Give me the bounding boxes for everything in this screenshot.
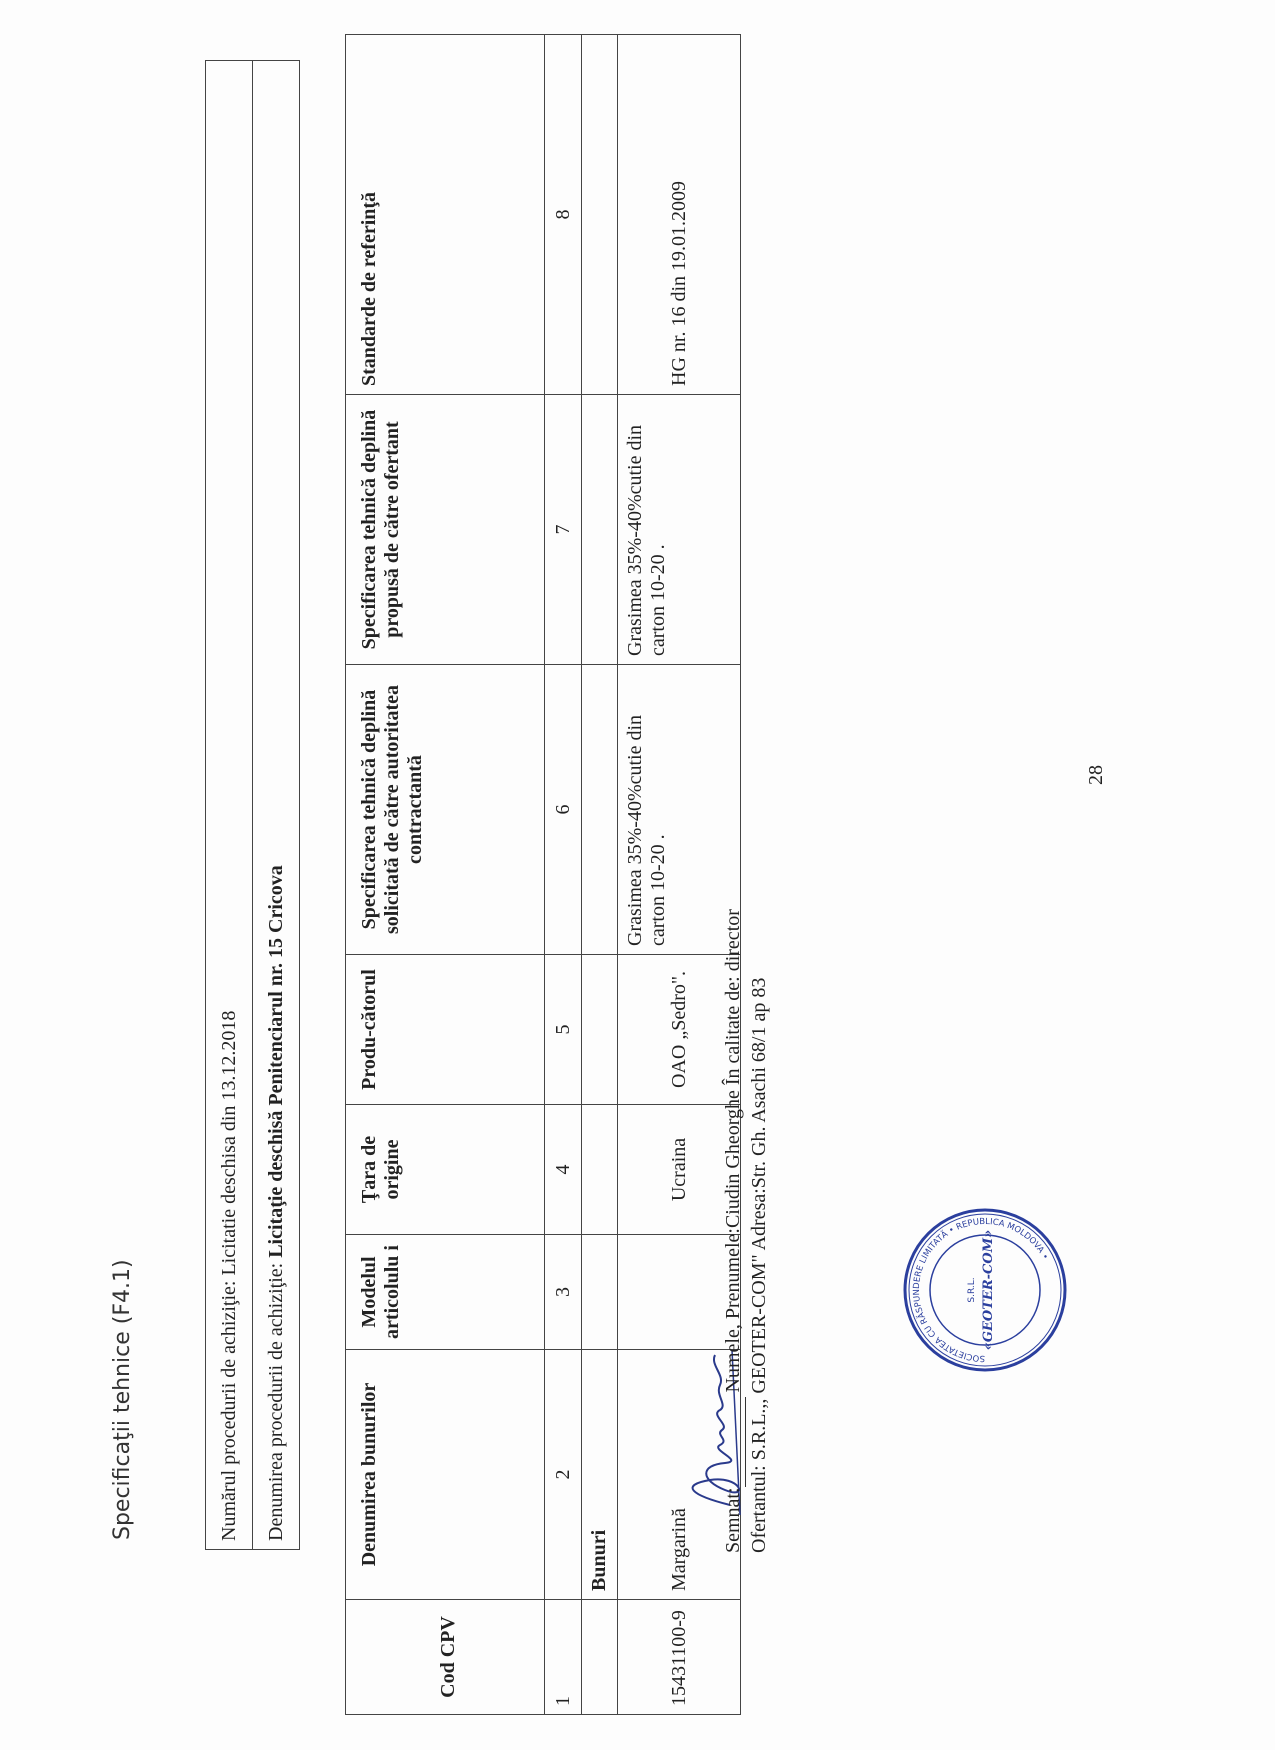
col-number: 7 [545, 395, 582, 665]
procedure-number-label: Numărul procedurii de achiziţie: [217, 1275, 240, 1541]
cell-spec-offered: Grasimea 35%-40%cutie din carton 10-20 . [618, 395, 741, 665]
col-number: 3 [545, 1235, 582, 1350]
header-standarde: Standarde de referinţă [346, 35, 545, 395]
col-number: 6 [545, 665, 582, 955]
cell-cpv: 15431100-9 [618, 1600, 741, 1715]
svg-text:S.R.L.: S.R.L. [967, 1277, 977, 1303]
col-number: 5 [545, 955, 582, 1105]
header-producator: Produ-cătorul [346, 955, 545, 1105]
page-number: 28 [1085, 765, 1107, 785]
col-number: 2 [545, 1350, 582, 1600]
header-spec-propusa: Specificarea tehnică deplină propusă de către ofertant [346, 395, 545, 665]
page-title: Specificaţii tehnice (F4.1) [110, 1259, 135, 1540]
procedure-name-label: Denumirea procedurii de achiziţie: [264, 1257, 287, 1541]
cell-producer: OAO „Sedro". [618, 955, 741, 1105]
column-number-row [545, 35, 582, 1715]
signature-line [725, 1397, 746, 1487]
procedure-name-value: Licitaţie deschisă Penitenciarul nr. 15 Cricova [264, 865, 287, 1258]
cell-spec-requested: Grasimea 35%-40%cutie din carton 10-20 . [618, 665, 741, 955]
col-number: 1 [545, 1600, 582, 1715]
col-number: 8 [545, 35, 582, 395]
section-row [582, 35, 618, 1715]
bidder-line: Ofertantul: S.R.L.,, GEOTER-COM" Adresa:Str. Gh. Asachi 68/1 ap 83 [748, 977, 770, 1553]
procedure-number-value: Licitatie deschisa din 13.12.2018 [217, 1010, 240, 1276]
procedure-name-row [253, 61, 300, 1550]
header-row [346, 35, 545, 1715]
header-denumirea: Denumirea bunurilor [346, 1350, 545, 1600]
rotated-content [40, 35, 1220, 1735]
header-spec-solicitata: Specificarea tehnică deplină solicitată de către autoritatea contractantă [346, 665, 545, 955]
svg-text:«GEOTER-COM»: «GEOTER-COM» [981, 1229, 996, 1351]
signature-block [720, 909, 772, 1553]
cell-standard: HG nr. 16 din 19.01.2009 [618, 35, 741, 395]
signed-label: Semnat: [722, 1487, 744, 1553]
cell-name: Margarină [618, 1350, 741, 1600]
procedure-info-table [205, 60, 300, 1550]
company-stamp [900, 1205, 1070, 1375]
signer-name-line: Numele, Prenumele:Ciudin Gheorghe În calitate de: director [722, 909, 744, 1393]
col-number: 4 [545, 1105, 582, 1235]
header-tara: Ţara de origine [346, 1105, 545, 1235]
section-bunuri: Bunuri [582, 1350, 618, 1600]
header-modelul: Modelul articolulu i [346, 1235, 545, 1350]
svg-text:SOCIETATEA CU RĂSPUNDERE LIMIT: SOCIETATEA CU RĂSPUNDERE LIMITATĂ • REPUBLICA MOLDOVA • [911, 1216, 1051, 1364]
cell-origin: Ucraina [618, 1105, 741, 1235]
header-cod-cpv: Cod CPV [346, 1600, 545, 1715]
procedure-number-row [206, 61, 253, 1550]
